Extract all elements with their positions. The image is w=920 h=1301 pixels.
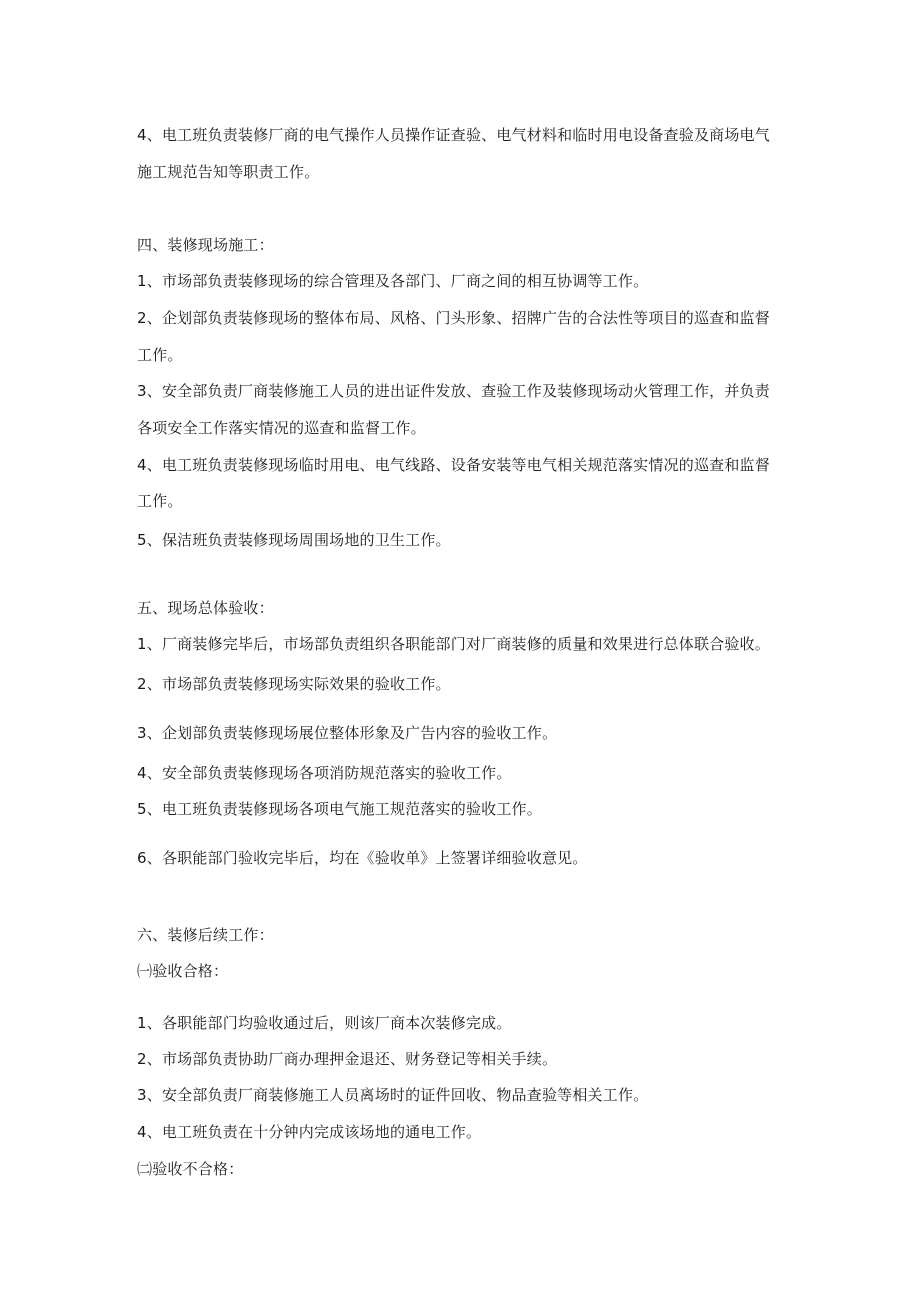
text-line: 4、电工班负责装修厂商的电气操作人员操作证查验、电气材料和临时用电设备查验及商场电气 xyxy=(137,126,770,144)
subsection-heading: ㈡验收不合格： xyxy=(137,1160,244,1178)
text-line: 施工规范告知等职责工作。 xyxy=(137,163,320,181)
text-line: 1、各职能部门均验收通过后，则该厂商本次装修完成。 xyxy=(137,1014,512,1032)
subsection-heading: ㈠验收合格： xyxy=(137,962,229,980)
section-heading: 六、装修后续工作： xyxy=(137,926,274,944)
text-line: 3、企划部负责装修现场展位整体形象及广告内容的验收工作。 xyxy=(137,724,558,742)
text-line: 2、市场部负责装修现场实际效果的验收工作。 xyxy=(137,675,451,693)
section-heading: 四、装修现场施工： xyxy=(137,236,274,254)
text-line: 各项安全工作落实情况的巡查和监督工作。 xyxy=(137,419,426,437)
text-line: 2、企划部负责装修现场的整体布局、风格、门头形象、招牌广告的合法性等项目的巡查和监督 xyxy=(137,309,770,327)
text-line: 1、厂商装修完毕后，市场部负责组织各职能部门对厂商装修的质量和效果进行总体联合验收。 xyxy=(137,635,770,653)
text-line: 6、各职能部门验收完毕后，均在《验收单》上签署详细验收意见。 xyxy=(137,849,588,867)
text-line: 工作。 xyxy=(137,346,183,364)
section-heading: 五、现场总体验收： xyxy=(137,599,274,617)
text-line: 3、安全部负责厂商装修施工人员的进出证件发放、查验工作及装修现场动火管理工作，并负责 xyxy=(137,382,770,400)
text-line: 5、保洁班负责装修现场周围场地的卫生工作。 xyxy=(137,531,451,549)
text-line: 5、电工班负责装修现场各项电气施工规范落实的验收工作。 xyxy=(137,800,542,818)
text-line: 3、安全部负责厂商装修施工人员离场时的证件回收、物品查验等相关工作。 xyxy=(137,1086,649,1104)
text-line: 4、电工班负责装修现场临时用电、电气线路、设备安装等电气相关规范落实情况的巡查和监督 xyxy=(137,456,770,474)
text-line: 工作。 xyxy=(137,492,183,510)
text-line: 4、安全部负责装修现场各项消防规范落实的验收工作。 xyxy=(137,764,512,782)
text-line: 1、市场部负责装修现场的综合管理及各部门、厂商之间的相互协调等工作。 xyxy=(137,272,649,290)
text-line: 2、市场部负责协助厂商办理押金退还、财务登记等相关手续。 xyxy=(137,1050,558,1068)
text-line: 4、电工班负责在十分钟内完成该场地的通电工作。 xyxy=(137,1123,482,1141)
